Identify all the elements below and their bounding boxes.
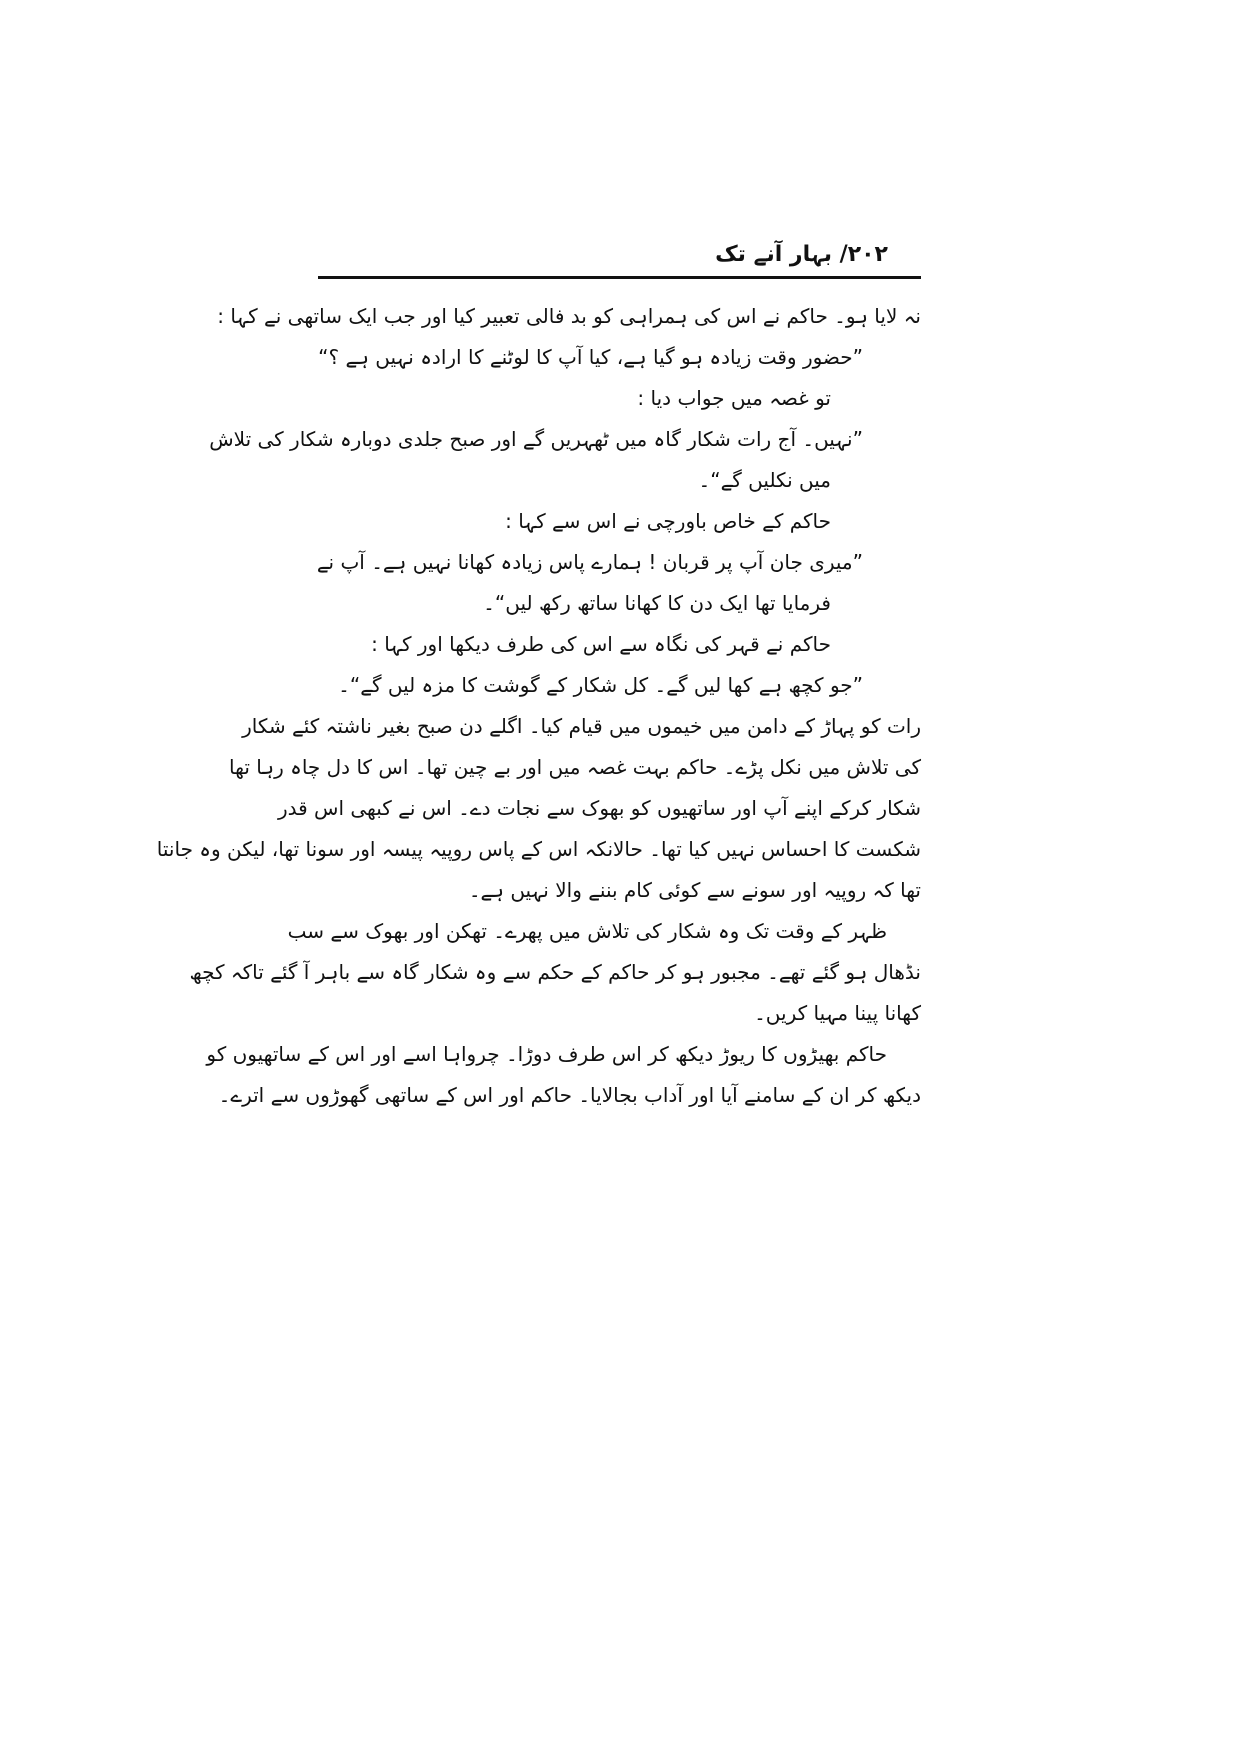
text-line: حاکم بھیڑوں کا ریوڑ دیکھ کر اس طرف دوڑا۔ چرواہا اسے اور اس کے ساتھیوں کو (206, 1042, 887, 1066)
text-line: ”جو کچھ ہے کھا لیں گے۔ کل شکار کے گوشت کا مزہ لیں گے“۔ (338, 673, 863, 697)
text-line: ”حضور وقت زیادہ ہو گیا ہے، کیا آپ کا لوٹنے کا ارادہ نہیں ہے ؟“ (318, 345, 863, 369)
text-line: کی تلاش میں نکل پڑے۔ حاکم بہت غصہ میں اور بے چین تھا۔ اس کا دل چاہ رہا تھا (229, 755, 921, 779)
text-line: شکست کا احساس نہیں کیا تھا۔ حالانکہ اس کے پاس روپیہ پیسہ اور سونا تھا، لیکن وہ جانتا (156, 837, 921, 861)
body-text (156, 296, 921, 1116)
text-line: شکار کرکے اپنے آپ اور ساتھیوں کو بھوک سے نجات دے۔ اس نے کبھی اس قدر (277, 796, 921, 820)
text-line: نڈھال ہو گئے تھے۔ مجبور ہو کر حاکم کے حکم سے وہ شکار گاہ سے باہر آ گئے تاکہ کچھ (189, 960, 921, 984)
text-line: میں نکلیں گے“۔ (698, 468, 831, 492)
text-line: ”میری جان آپ پر قربان ! ہمارے پاس زیادہ کھانا نہیں ہے۔ آپ نے (316, 550, 863, 574)
header-rule (318, 276, 921, 279)
text-line: ظہر کے وقت تک وہ شکار کی تلاش میں پھرے۔ تھکن اور بھوک سے سب (287, 919, 887, 943)
text-line: فرمایا تھا ایک دن کا کھانا ساتھ رکھ لیں“۔ (483, 591, 831, 615)
text-line: دیکھ کر ان کے سامنے آیا اور آداب بجالایا۔ حاکم اور اس کے ساتھی گھوڑوں سے اترے۔ (218, 1083, 921, 1107)
text-line: حاکم نے قہر کی نگاہ سے اس کی طرف دیکھا اور کہا : (371, 632, 831, 656)
text-line: نہ لایا ہو۔ حاکم نے اس کی ہمراہی کو بد فالی تعبیر کیا اور جب ایک ساتھی نے کہا : (217, 304, 921, 328)
text-line: حاکم کے خاص باورچی نے اس سے کہا : (505, 509, 831, 533)
text-line: تو غصہ میں جواب دیا : (637, 386, 831, 410)
text-line: تھا کہ روپیہ اور سونے سے کوئی کام بننے والا نہیں ہے۔ (468, 878, 921, 902)
running-head: ۲۰۲/ بہار آنے تک (715, 242, 888, 267)
text-line: کھانا پینا مہیا کریں۔ (754, 1001, 921, 1025)
text-line: رات کو پہاڑ کے دامن میں خیموں میں قیام کیا۔ اگلے دن صبح بغیر ناشتہ کئے شکار (242, 714, 921, 738)
text-line: ”نہیں۔ آج رات شکار گاہ میں ٹھہریں گے اور صبح جلدی دوبارہ شکار کی تلاش (209, 427, 863, 451)
